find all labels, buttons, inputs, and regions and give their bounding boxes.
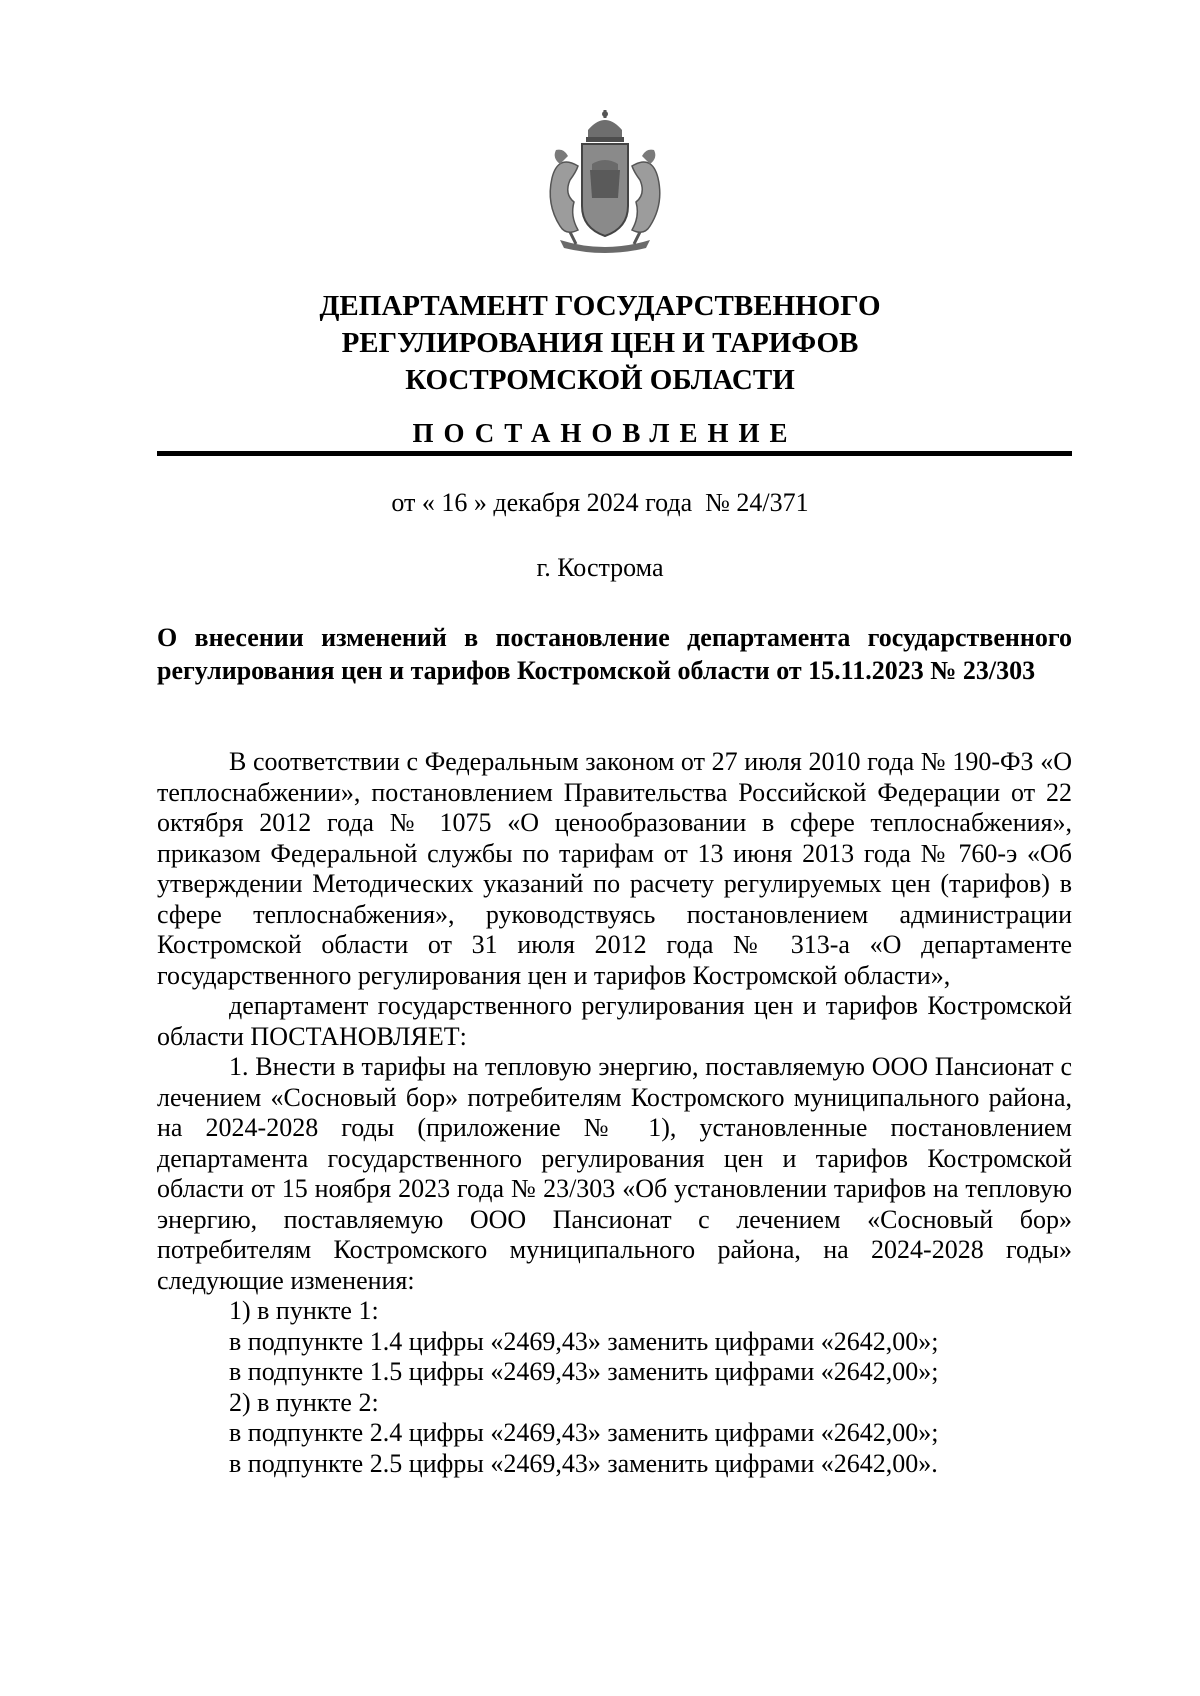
department-name-line-2: РЕГУЛИРОВАНИЯ ЦЕН И ТАРИФОВ [341, 327, 859, 359]
department-name-line-1: ДЕПАРТАМЕНТ ГОСУДАРСТВЕННОГО [319, 290, 881, 322]
document-date-number: от « 16 » декабря 2024 года № 24/371 [391, 488, 809, 517]
point-1-paragraph: 1. Внести в тарифы на тепловую энергию, поставляемую ООО Пансионат с лечением «Сосновый бор» потребителям Костромского муниципального района, на 2024-2028 годы (приложение № 1), установленные постановлением департамента государственного регулирования цен и тарифов Костромской области от 15 ноября 2023 года № 23/303 «Об установлении тарифов на тепловую энергию, поставляемую ООО Пансионат с лечением «Сосновый бор» потребителям Костромского муниципального района, на 2024-2028 годы» следующие изменения: [157, 1052, 1072, 1295]
list-item: 2) в пункте 2: [229, 1387, 379, 1417]
list-item: в подпункте 1.5 цифры «2469,43» заменить цифрами «2642,00»; [229, 1357, 939, 1386]
document-city: г. Кострома [536, 553, 664, 582]
list-item: в подпункте 2.5 цифры «2469,43» заменить цифрами «2642,00». [229, 1448, 938, 1478]
document-body [157, 747, 1072, 1479]
list-item: в подпункте 2.4 цифры «2469,43» заменить цифрами «2642,00»; [229, 1418, 939, 1447]
header-divider [157, 451, 1072, 456]
department-name-line-3: КОСТРОМСКОЙ ОБЛАСТИ [405, 364, 795, 396]
document-type: ПОСТАНОВЛЕНИЕ [412, 418, 798, 448]
department-name [0, 288, 1200, 399]
preamble-paragraph: В соответствии с Федеральным законом от 27 июля 2010 года № 190-ФЗ «О теплоснабжении», постановлением Правительства Российской Федерации от 22 октября 2012 года № 1075 «О ценообразовании в сфере теплоснабжения», приказом Федеральной службы по тарифам от 13 июня 2013 года № 760-э «Об утверждении Методических указаний по расчету регулируемых цен (тарифов) в сфере теплоснабжения», руководствуясь постановлением администрации Костромской области от 31 июля 2012 года № 313-а «О департаменте государственного регулирования цен и тарифов Костромской области», [157, 747, 1072, 990]
list-item: в подпункте 1.4 цифры «2469,43» заменить цифрами «2642,00»; [229, 1326, 939, 1356]
coat-of-arms-icon [530, 108, 680, 258]
document-title: О внесении изменений в постановление департамента государственного регулирования цен и тарифов Костромской области от 15.11.2023 № 23/303 [157, 623, 1072, 685]
list-item: 1) в пункте 1: [229, 1296, 379, 1325]
resolution-paragraph: департамент государственного регулирования цен и тарифов Костромской области ПОСТАНОВЛЯЕТ: [157, 991, 1072, 1051]
